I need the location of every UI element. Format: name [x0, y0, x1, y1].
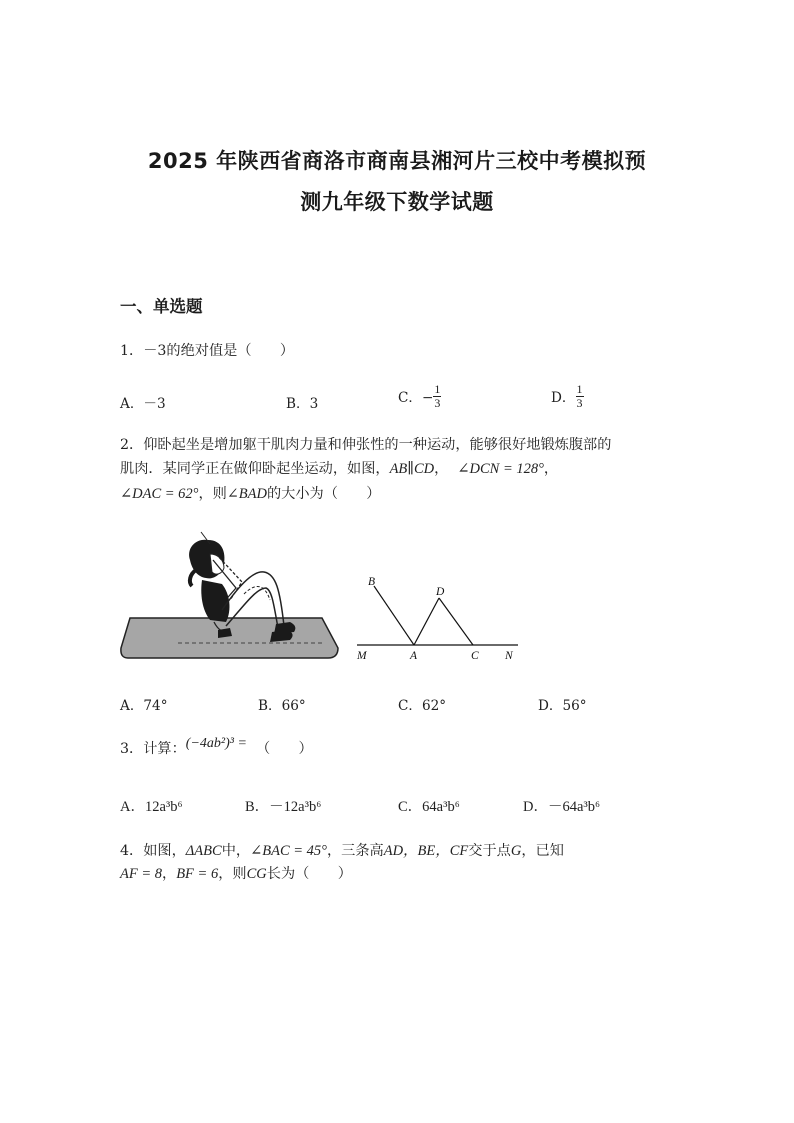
q2-option-b: B．66° [258, 698, 306, 714]
q3-suffix: （ ） [255, 741, 313, 757]
q1-option-c [398, 383, 441, 409]
q4-line2-sep: ， [162, 866, 177, 882]
q4-line1-prefix: 4．如图， [120, 843, 186, 859]
label-b: B [368, 576, 376, 588]
q2-line3 [120, 487, 380, 502]
q4-triangle: ΔABC [185, 843, 222, 859]
q1-option-d-fraction [576, 383, 584, 409]
q1-option-d-denominator: 3 [576, 395, 583, 410]
q4-line2 [120, 867, 352, 882]
label-m: M [357, 650, 367, 662]
q3-stem [120, 736, 313, 757]
q2-angle-dcn: ∠DCN = 128° [457, 461, 544, 477]
person-torso [201, 580, 229, 622]
q2-line2 [120, 462, 558, 477]
q4-cg: CG [246, 866, 267, 882]
q2-angle-bad: BAD [238, 486, 267, 502]
q2-line2-text: 肌肉．某同学正在做仰卧起坐运动，如图， [120, 461, 390, 477]
q2-angle-dac: ∠DAC = 62° [120, 486, 199, 502]
section-title: 一、单选题 [120, 297, 203, 316]
q4-af: AF = 8 [120, 866, 162, 882]
q2-line3-end: 的大小为（ ） [266, 486, 381, 502]
q4-line1-mid: 中， [221, 843, 251, 859]
label-n: N [505, 650, 513, 662]
q2-line3-mid: ，则∠ [198, 486, 239, 502]
q4-heights: AD，BE，CF [383, 843, 469, 859]
page-title-line1: 2025 年陕西省商洛市商南县湘河片三校中考模拟预 [147, 149, 647, 173]
label-d: D [436, 586, 445, 598]
segment-ab [374, 586, 414, 645]
q3-option-c: C．64a³b⁶ [398, 799, 460, 815]
q1-option-c-fraction [433, 383, 441, 409]
exercise-mat [121, 618, 338, 658]
page-title-line2: 测九年级下数学试题 [300, 190, 494, 214]
q4-line1 [120, 844, 564, 859]
q1-option-c-numerator: 1 [434, 382, 441, 396]
q2-option-a: A．74° [120, 698, 168, 714]
q1-option-d [551, 383, 584, 409]
q1-option-d-numerator: 1 [576, 382, 583, 396]
q1-option-d-prefix: D． [551, 390, 576, 407]
segment-dc [439, 598, 473, 645]
q1-option-c-denominator: 3 [434, 395, 441, 410]
segment-ad [414, 598, 439, 645]
q1-option-b: B．3 [286, 396, 319, 412]
q2-line1: 2．仰卧起坐是增加躯干肌肉力量和伸张性的一种运动，能够很好地锻炼腹部的 [120, 437, 612, 453]
q3-option-d: D．－64a³b⁶ [523, 799, 601, 815]
q4-line1-mid2: ，三条高 [326, 843, 384, 859]
q2-line2-sep: ， [434, 461, 449, 477]
q4-bf: BF = 6 [176, 866, 219, 882]
q4-line1-end: ，已知 [521, 843, 564, 859]
q3-prefix: 3．计算： [120, 741, 186, 757]
label-a: A [410, 650, 418, 662]
q4-point-g: G [510, 843, 522, 859]
q1-option-c-prefix: C．− [398, 390, 434, 407]
q3-option-b: B．－12a³b⁶ [245, 799, 322, 815]
q2-option-d: D．56° [538, 698, 587, 714]
q3-option-a: A．12a³b⁶ [120, 799, 183, 815]
q1-stem: 1．－3的绝对值是（ ） [120, 343, 295, 359]
q4-line2-mid: ，则 [218, 866, 247, 882]
q4-angle-bac: ∠BAC = 45° [250, 843, 327, 859]
situp-illustration [118, 530, 343, 665]
q4-line1-mid3: 交于点 [468, 843, 511, 859]
label-c: C [471, 650, 479, 662]
q3-expression: (−4ab²)³ = [185, 736, 247, 751]
q2-ab-parallel-cd: AB∥CD [389, 461, 435, 477]
q1-option-a: A．－3 [120, 396, 166, 412]
q2-option-c: C．62° [398, 698, 447, 714]
geometry-figure [354, 570, 524, 662]
q2-line2-end: ， [543, 461, 559, 477]
q4-line2-end: 长为（ ） [266, 866, 352, 882]
